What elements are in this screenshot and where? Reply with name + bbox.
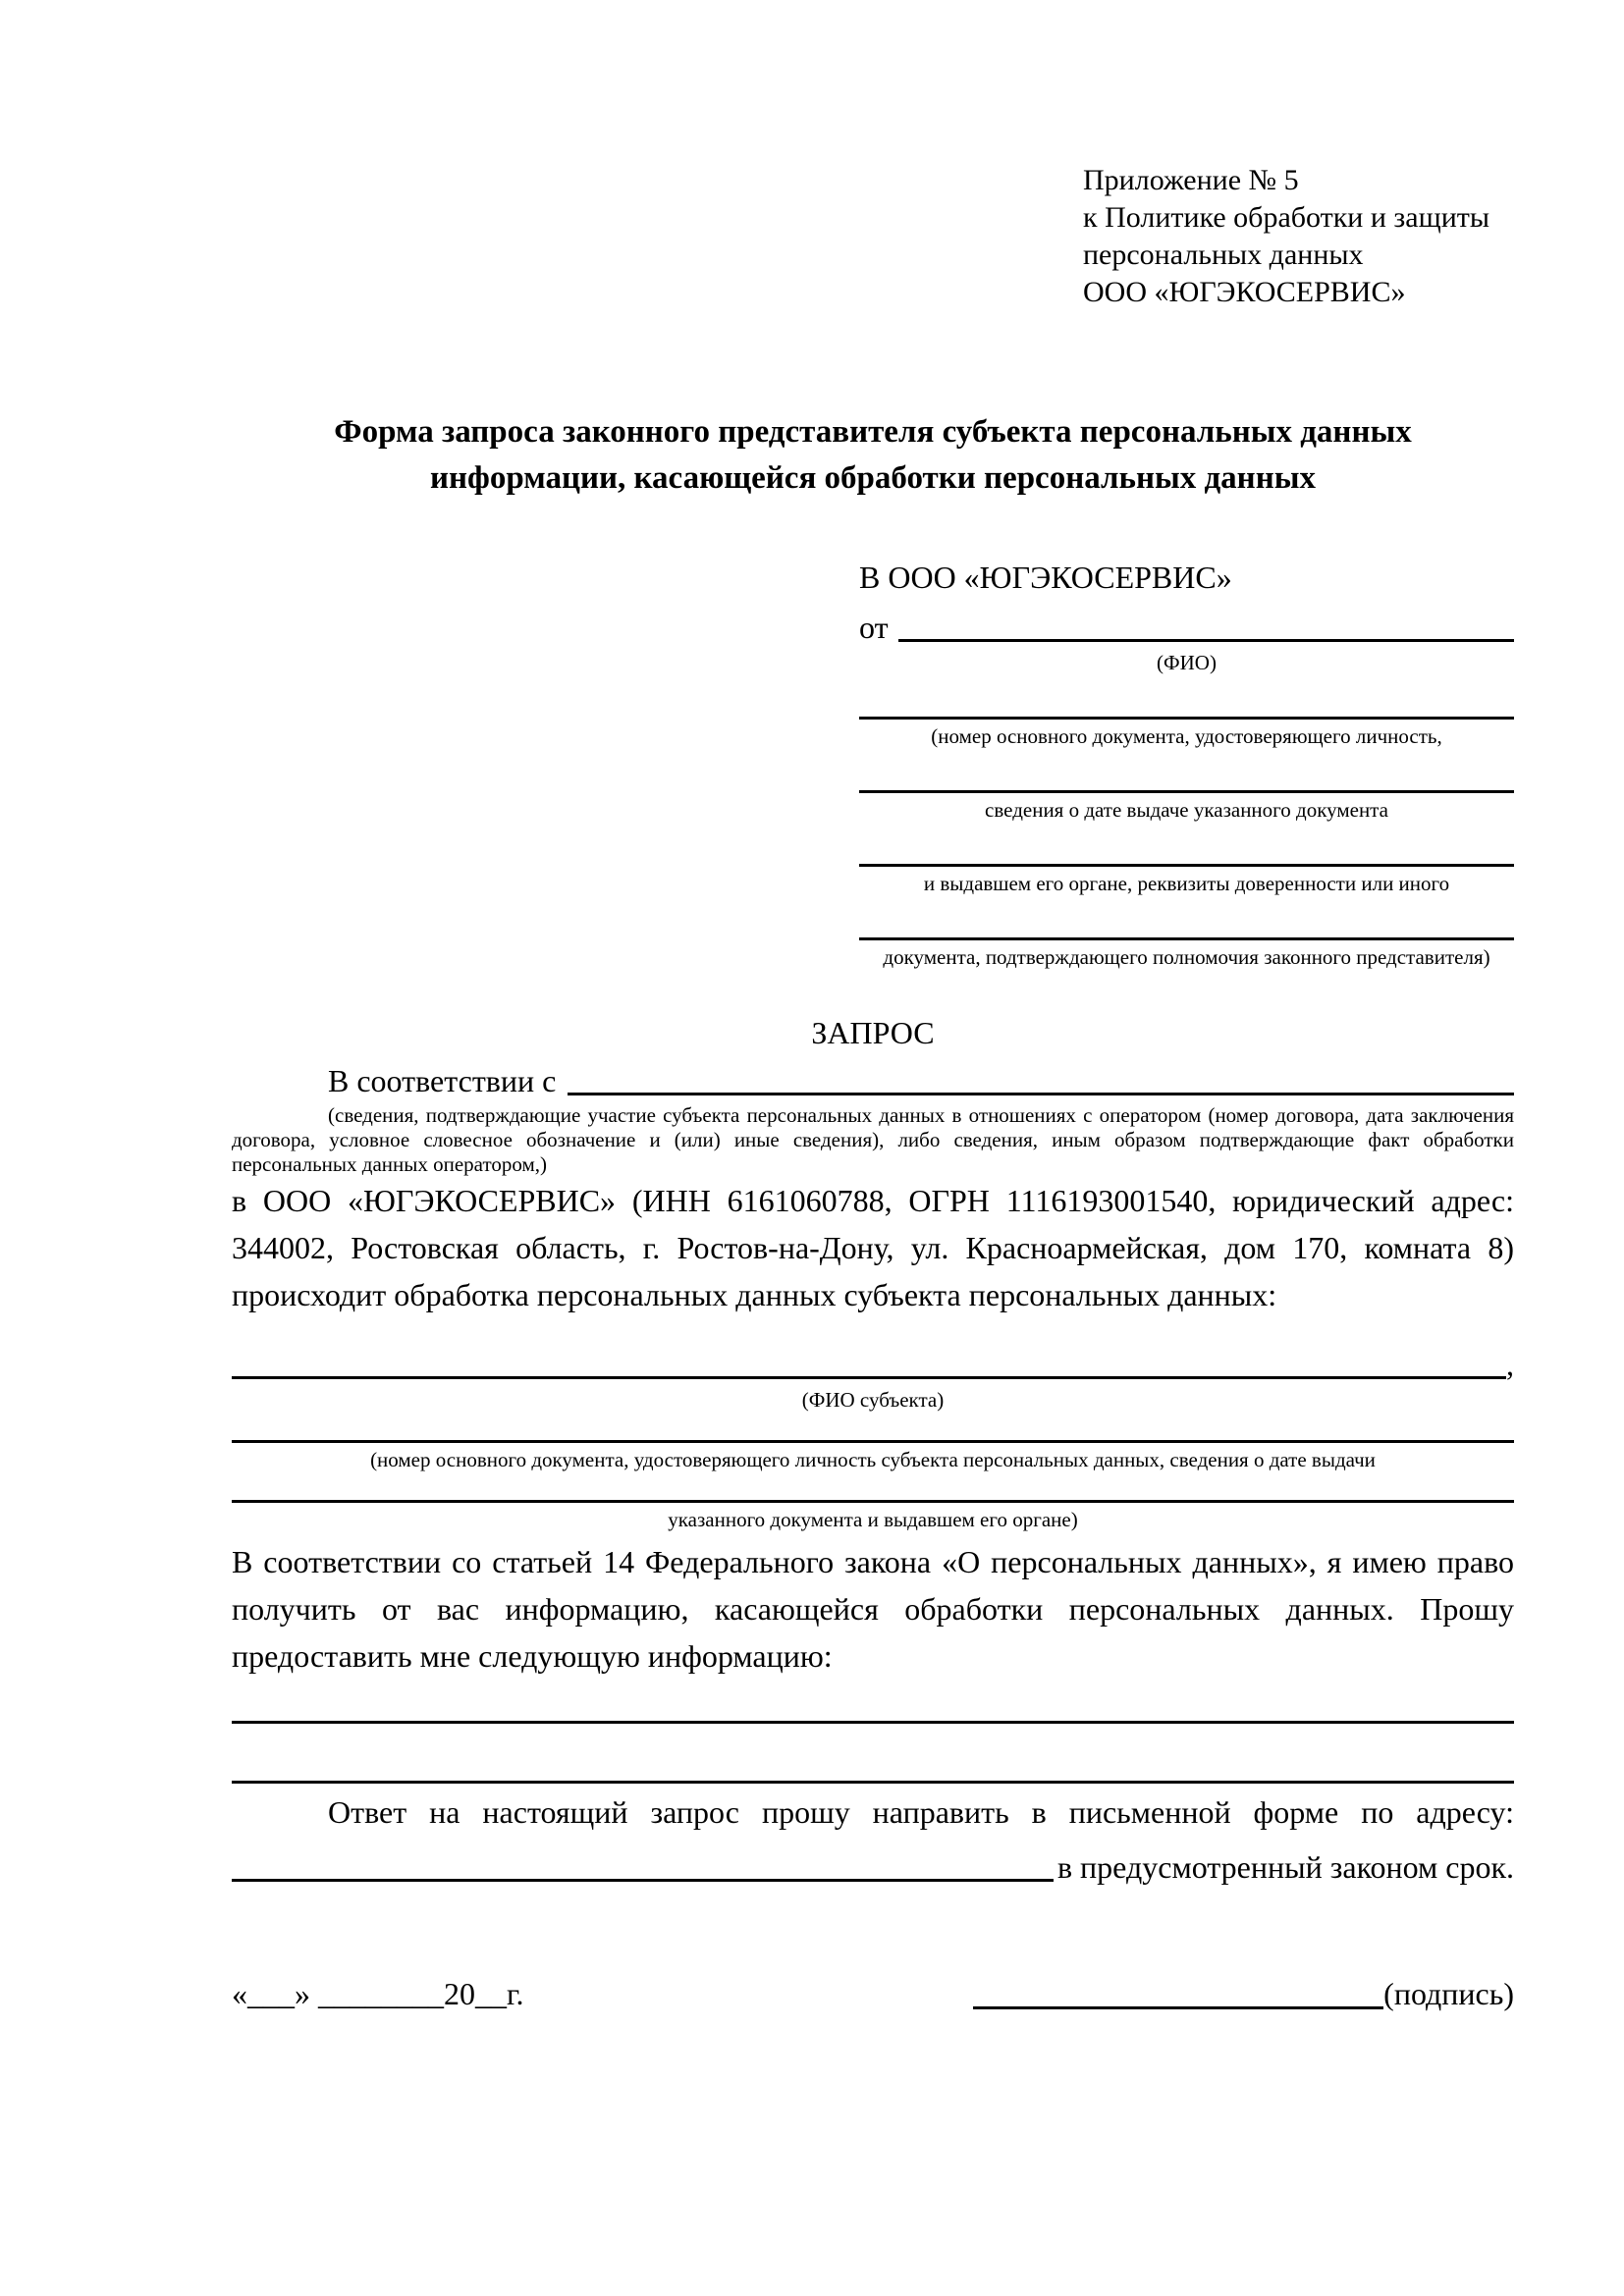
signature-row — [232, 1972, 1514, 2015]
info-fill-line — [232, 1781, 1514, 1784]
intro-caption-paragraph: (сведения, подтверждающие участие субъекта персональных данных в отношениях с оператором (номер договора, дата заключения договора, условное словесное обозначение и (или) иные сведения), либо сведения, иным образом подтверждающие факт обработки персональных данных оператором,) — [232, 1103, 1514, 1176]
intro-fill-line — [568, 1093, 1514, 1095]
header-line: персональных данных — [1083, 239, 1364, 271]
addressee-caption: документа, подтверждающего полномочия законного представителя) — [883, 945, 1490, 969]
signature-fill-line — [973, 2006, 1383, 2009]
appendix-header — [1083, 162, 1514, 311]
addressee-to: В ООО «ЮГЭКОСЕРВИС» — [859, 560, 1232, 595]
addressee-row — [859, 790, 1514, 823]
subject-doc-caption: указанного документа и выдавшем его органе) — [668, 1508, 1078, 1531]
addressee-block — [859, 556, 1514, 970]
subject-fio-row — [232, 1336, 1514, 1383]
from-label: от — [859, 610, 889, 645]
addressee-caption: сведения о дате выдаче указанного документа — [985, 798, 1388, 822]
addressee-row — [859, 937, 1514, 970]
signature-group — [973, 1972, 1514, 2015]
reply-address-fill-line — [232, 1879, 1054, 1882]
addressee-caption: (номер основного документа, удостоверяющего личность, — [931, 724, 1442, 748]
subject-fio-caption: (ФИО субъекта) — [801, 1388, 945, 1412]
law-paragraph: В соответствии со статьей 14 Федерального закона «О персональных данных», я имею право получить от вас информацию, касающейся обработки персональных данных. Прошу предоставить мне следующую информацию: — [232, 1544, 1514, 1674]
fio-fill-line — [898, 639, 1514, 642]
header-line: ООО «ЮГЭКОСЕРВИС» — [1083, 276, 1406, 308]
signature-caption: (подпись) — [1383, 1976, 1514, 2011]
request-heading: ЗАПРОС — [811, 1015, 935, 1050]
intro-row — [232, 1054, 1514, 1099]
document-title — [232, 409, 1514, 502]
reply-suffix: в предусмотренный законом срок. — [1056, 1849, 1514, 1885]
subject-fio-fill-line — [232, 1376, 1506, 1379]
addressee-row — [859, 864, 1514, 896]
subject-doc-caption: (номер основного документа, удостоверяющего личность субъекта персональных данных, сведения о дате выдачи — [370, 1448, 1376, 1471]
fio-caption: (ФИО) — [1157, 651, 1217, 674]
reply-paragraph: Ответ на настоящий запрос прошу направить в письменной форме по адресу: — [328, 1794, 1514, 1830]
from-row — [859, 599, 1514, 646]
subject-fio-comma: , — [1506, 1347, 1514, 1382]
addressee-caption: и выдавшем его органе, реквизиты доверенности или иного — [923, 872, 1450, 895]
date-line: «___» ________20__г. — [232, 1976, 524, 2011]
info-fill-line — [232, 1721, 1514, 1724]
operator-paragraph: в ООО «ЮГЭКОСЕРВИС» (ИНН 6161060788, ОГРН 1116193001540, юридический адрес: 344002, Ростовская область, г. Ростов-на-Дону, ул. Красноармейская, дом 170, комната 8) происходит обработка персональных данных субъекта персональных данных: — [232, 1183, 1514, 1312]
title-line: Форма запроса законного представителя субъекта персональных данных — [334, 414, 1412, 450]
title-line: информации, касающейся обработки персональных данных — [430, 460, 1316, 496]
header-line: Приложение № 5 — [1083, 164, 1299, 196]
reply-address-row — [232, 1837, 1514, 1886]
addressee-row — [859, 717, 1514, 749]
header-line: к Политике обработки и защиты — [1083, 201, 1490, 234]
intro-label: В соответствии с — [328, 1063, 557, 1098]
